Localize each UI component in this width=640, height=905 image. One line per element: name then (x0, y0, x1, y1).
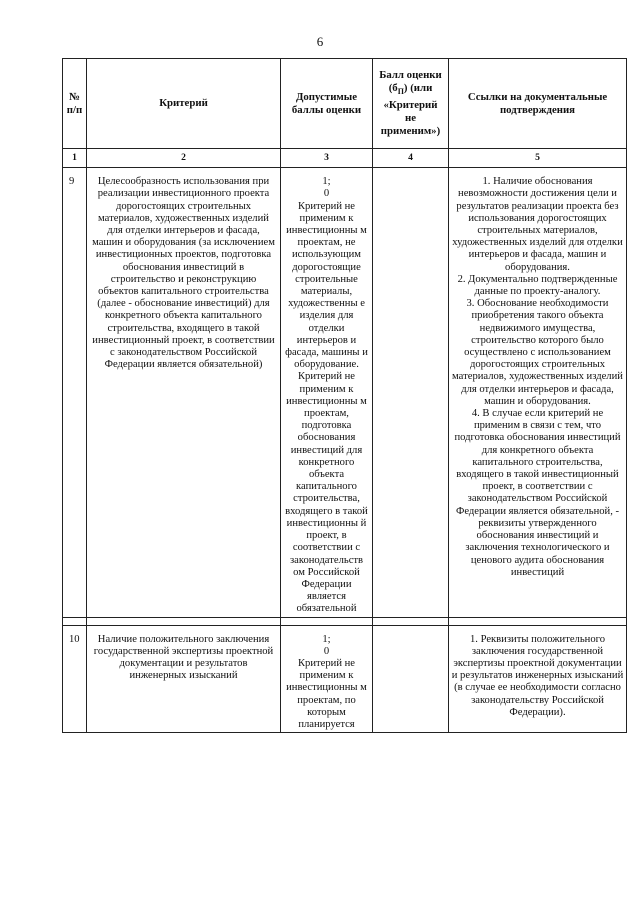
row-spacer (63, 617, 627, 625)
score-option: 0 (323, 188, 330, 200)
score-note: Критерий не применим к инвестиционны м проектам, подготовка обоснования инвестиций для конкретного объекта капитального строительства, входящего в такой инвестиционны й проект, в соответствии с законодательств ом Российской Федерации является обязательной (285, 371, 368, 615)
header-number: № п/п (63, 59, 87, 149)
column-number: 3 (281, 149, 373, 168)
column-number: 4 (373, 149, 449, 168)
criteria-table (62, 58, 627, 733)
link-item: 1. Наличие обоснования невозможности достижения цели и результатов реализации проекта без использования дорогостоящих строительных материалов, художественных изделий для отделки интерьеров и фасада, машин и оборудования. (452, 176, 623, 273)
header-criterion: Критерий (87, 59, 281, 149)
row-number: 10 (63, 625, 87, 733)
score-option: 1; (322, 176, 331, 188)
column-number-row (63, 149, 627, 168)
document-links (449, 625, 627, 733)
score-value (373, 168, 449, 617)
link-item: 4. В случае если критерий не применим в связи с тем, что подготовка обоснования инвестиций для конкретного объекта капитального строительства, входящего в такой инвестиционный проект, в соответствии с законодательством Российской Федерации является обязательной, - реквизиты утвержденного обоснования инвестиций и заключения технологического и ценового аудита обоснования инвестиций (454, 408, 621, 578)
link-item: 2. Документально подтвержденные данные по проекту-аналогу. (457, 273, 618, 298)
column-number: 5 (449, 149, 627, 168)
table-header-row (63, 59, 627, 149)
table-row (63, 168, 627, 617)
score-note: Критерий не применим к инвестиционны м проектам, по которым планируется (286, 657, 367, 730)
header-allowed-scores: Допустимые баллы оценки (281, 59, 373, 149)
score-option: 0 (323, 645, 330, 657)
header-links: Ссылки на документальные подтверждения (449, 59, 627, 149)
allowed-scores (281, 168, 373, 617)
score-note: Критерий не применим к инвестиционны м проектам, не использующим дорогостоящие строительные материалы, художественны е изделия для отделки интерьеров и фасада, машины и оборудование. (285, 200, 368, 371)
table-row (63, 625, 627, 733)
header-score-text: Балл оценки $(б_П)$ (или «Критерий не применим») (379, 69, 442, 137)
document-links (449, 168, 627, 617)
column-number: 2 (87, 149, 281, 168)
score-value (373, 625, 449, 733)
page-number: 6 (316, 34, 324, 49)
header-score (373, 59, 449, 149)
column-number: 1 (63, 149, 87, 168)
score-option: 1; (322, 633, 331, 645)
criterion-text: Наличие положительного заключения государственной экспертизы проектной документации и результатов инженерных изысканий (87, 625, 281, 733)
criterion-text: Целесообразность использования при реализации инвестиционного проекта дорогостоящих строительных материалов, художественных изделий для отделки интерьеров и фасада, машин и оборудования (за исключением инвестиционных проектов, подготовка обоснования инвестиций в строительство и реконструкцию объектов капитального строительства (далее - обоснование инвестиций) для конкретного объекта капитального строительства, входящего в такой инвестиционный проект, в соответствии с законодательством Российской Федерации является обязательной) (87, 168, 281, 617)
allowed-scores (281, 625, 373, 733)
link-item: 3. Обоснование необходимости приобретения такого объекта недвижимого имущества, строительство которого было осуществлено с использованием дорогостоящих строительных материалов, художественных изделий для отделки интерьеров и фасада, машин и оборудования. (452, 298, 623, 407)
link-item: 1. Реквизиты положительного заключения государственной экспертизы проектной документации и результатов инженерных изысканий (в случае ее необходимости согласно законодательству Российской Федерации). (451, 633, 624, 718)
row-number: 9 (63, 168, 87, 617)
